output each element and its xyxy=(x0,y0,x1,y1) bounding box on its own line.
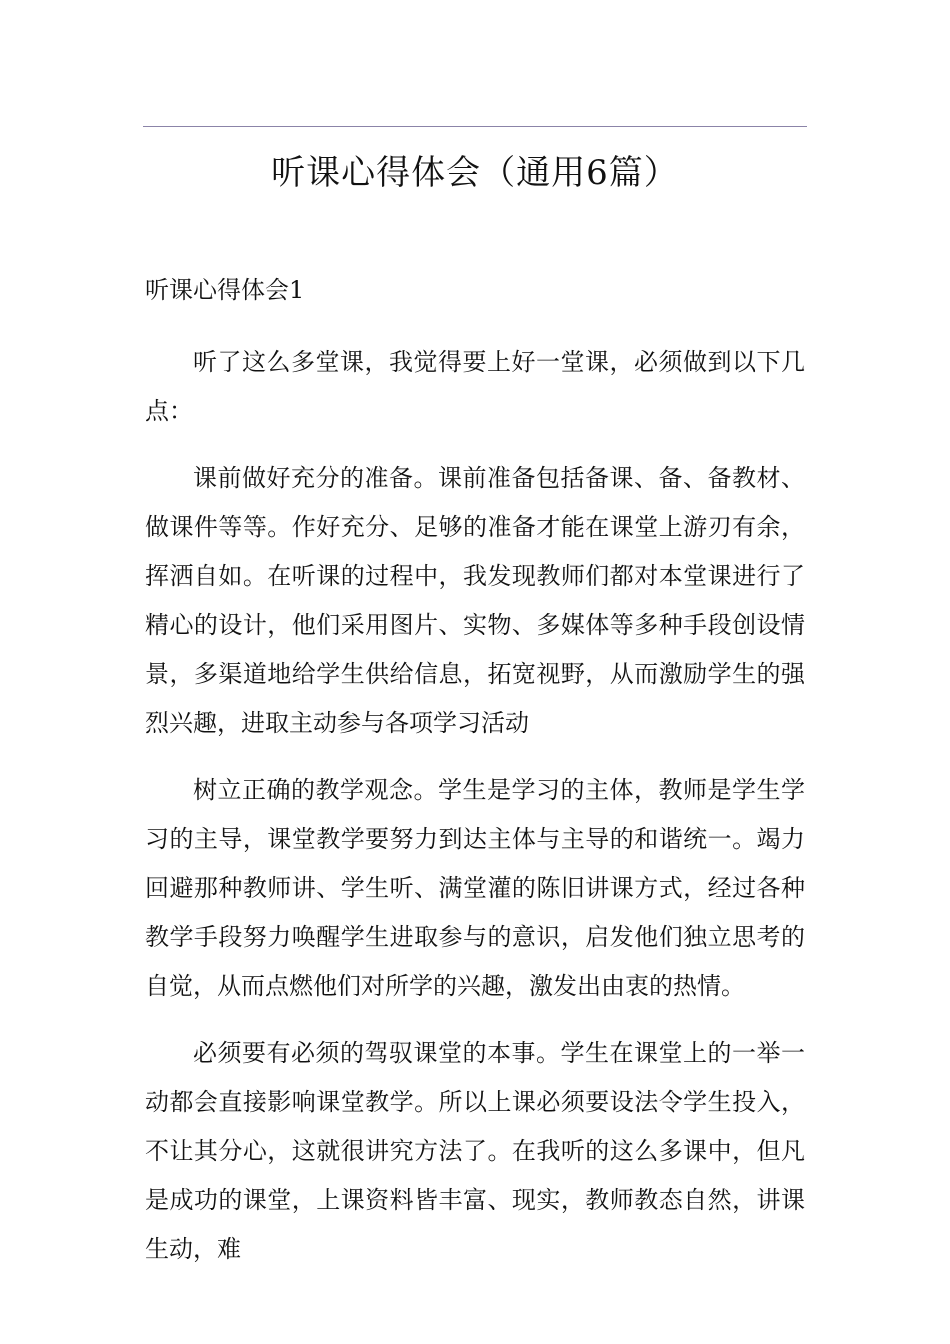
paragraph-3: 树立正确的教学观念。学生是学习的主体，教师是学生学习的主导，课堂教学要努力到达主体与主导的和谐统一。竭力回避那种教师讲、学生听、满堂灌的陈旧讲课方式，经过各种教学手段努力唤醒学生进取参与的意识，启发他们独立思考的自觉，从而点燃他们对所学的兴趣，激发出由衷的热情。 xyxy=(145,776,805,1000)
document-body xyxy=(145,338,805,1292)
paragraph-4: 必须要有必须的驾驭课堂的本事。学生在课堂上的一举一动都会直接影响课堂教学。所以上课必须要设法令学生投入，不让其分心，这就很讲究方法了。在我听的这么多课中，但凡是成功的课堂，上课资料皆丰富、现实，教师教态自然，讲课生动，难 xyxy=(145,1039,805,1263)
section-heading: 听课心得体会1 xyxy=(145,276,305,304)
paragraph-1: 听了这么多堂课，我觉得要上好一堂课，必须做到以下几点： xyxy=(145,348,805,425)
document-title: 听课心得体会（通用6篇） xyxy=(271,153,679,193)
paragraph-2: 课前做好充分的准备。课前准备包括备课、备、备教材、做课件等等。作好充分、足够的准备才能在课堂上游刃有余，挥洒自如。在听课的过程中，我发现教师们都对本堂课进行了精心的设计，他们采用图片、实物、多媒体等多种手段创设情景，多渠道地给学生供给信息，拓宽视野，从而激励学生的强烈兴趣，进取主动参与各项学习活动 xyxy=(145,464,805,737)
header-rule xyxy=(143,126,807,127)
